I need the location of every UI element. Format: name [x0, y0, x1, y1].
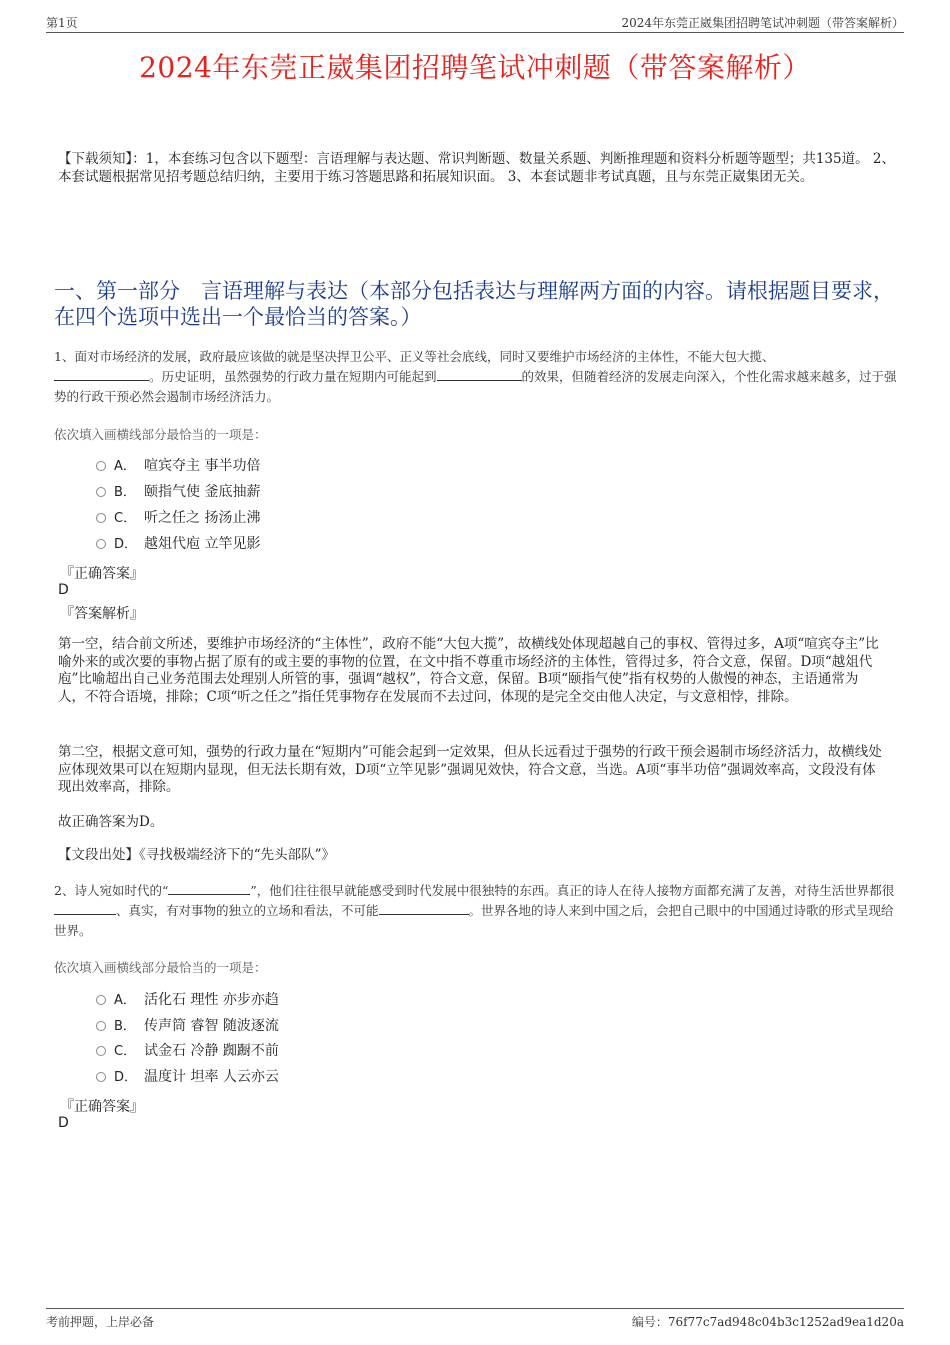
q1-option-a[interactable]: A． 喧宾夺主 事半功倍: [96, 456, 260, 476]
q2-blank-3: [379, 901, 469, 915]
page-title: 2024年东莞正崴集团招聘笔试冲刺题（带答案解析）: [139, 51, 811, 84]
q1-source: 【文段出处】《寻找极端经济下的“先头部队”》: [58, 847, 336, 863]
q2-blank-2: [54, 901, 116, 915]
q1-option-c[interactable]: C． 听之任之 扬汤止沸: [96, 508, 260, 528]
q2-option-c[interactable]: C． 试金石 冷静 踟蹰不前: [96, 1041, 279, 1061]
download-notice: 【下载须知】：1，本套练习包含以下题型：言语理解与表达题、常识判断题、数量关系题、判断推理题和资料分析题等题型；共135道。 2、本套试题根据常见招考题总结归纳，主要用于练习答题思路和拓展知识面。 3、本套试题非考试真题，且与东莞正崴集团无关。: [58, 151, 895, 185]
q2-answer: D: [58, 1115, 69, 1131]
radio-icon[interactable]: [96, 487, 106, 497]
radio-icon[interactable]: [96, 513, 106, 523]
footer-slogan: 考前押题，上岸必备: [46, 1315, 155, 1329]
footer-divider: [46, 1308, 904, 1309]
q2-option-a[interactable]: A． 活化石 理性 亦步亦趋: [96, 990, 279, 1010]
q1-conclusion: 故正确答案为D。: [58, 814, 164, 830]
q1-answer-label: 『正确答案』: [60, 566, 144, 582]
q2-option-d[interactable]: D． 温度计 坦率 人云亦云: [96, 1067, 279, 1087]
radio-icon[interactable]: [96, 461, 106, 471]
q2-option-b[interactable]: B． 传声筒 睿智 随波逐流: [96, 1016, 279, 1036]
header-divider: [46, 32, 904, 33]
question-2-stem: 2、诗人宛如时代的“ ”，他们往往很早就能感受到时代发展中很独特的东西。真正的诗人在待人接物方面都充满了友善，对待生活世界都很、真实，有对事物的独立的立场和看法，不可能 。世界各地的诗人来到中国之后，会把自己眼中的中国通过诗歌的形式呈现给世界。: [54, 883, 895, 938]
q2-answer-label: 『正确答案』: [60, 1099, 144, 1115]
question-1-stem: [54, 347, 899, 407]
radio-icon[interactable]: [96, 995, 106, 1005]
q1-text-1: 1、面对市场经济的发展，政府最应该做的就是坚决捍卫公平、正义等社会底线，同时又要维护市场经济的主体性，不能大包大揽、: [54, 349, 775, 364]
page-number: 第1页: [46, 16, 78, 30]
q1-text-3: 的效果，但随着经济的发展走向深入，个性化需求越来越多，过于强势的行政干预必然会遏制市场经济活力。: [54, 369, 897, 404]
q1-analysis-1: 第一空，结合前文所述，要维护市场经济的“主体性”，政府不能“大包大揽”，故横线处体现超越自己的事权、管得过多，A项“喧宾夺主”比喻外来的或次要的事物占据了原有的或主要的事物的位置，在文中指不尊重市场经济的主体性，管得过多，符合文意，保留。D项“越俎代庖”比喻超出自己业务范围去处理别人所管的事，强调“越权”，符合文意，保留。B项“颐指气使”指有权势的人傲慢的神态，主语通常为人，不符合语境，排除；C项“听之任之”指任凭事物存在发展而不去过问，体现的是完全交由他人决定，与文意相悖，排除。: [58, 636, 879, 705]
q2-blank-1: [168, 881, 250, 895]
q1-blank-1: [54, 367, 149, 381]
q1-option-d[interactable]: D． 越俎代庖 立竿见影: [96, 534, 260, 554]
q1-text-2: 。历史证明，虽然强势的行政力量在短期内可能起到: [149, 369, 437, 384]
q1-prompt: 依次填入画横线部分最恰当的一项是：: [54, 427, 267, 442]
radio-icon[interactable]: [96, 1021, 106, 1031]
q1-answer: D: [58, 582, 69, 598]
q1-analysis-label: 『答案解析』: [60, 606, 144, 622]
radio-icon[interactable]: [96, 1046, 106, 1056]
footer-doc-id: 编号：76f77c7ad948c04b3c1252ad9ea1d20a: [631, 1315, 904, 1329]
q1-analysis-2: 第二空，根据文意可知，强势的行政力量在“短期内”可能会起到一定效果，但从长远看过于强势的行政干预会遏制市场经济活力，故横线处应体现效果可以在短期内显现，但无法长期有效，D项“立竿见影”强调见效快，符合文意，当选。A项“事半功倍”强调效率高，文段没有体现出效率高，排除。: [58, 744, 882, 795]
q2-prompt: 依次填入画横线部分最恰当的一项是：: [54, 960, 267, 975]
radio-icon[interactable]: [96, 1072, 106, 1082]
header-doc-title: 2024年东莞正崴集团招聘笔试冲刺题（带答案解析）: [621, 16, 904, 30]
radio-icon[interactable]: [96, 539, 106, 549]
q1-option-b[interactable]: B． 颐指气使 釜底抽薪: [96, 482, 260, 502]
section-heading: 一、第一部分 言语理解与表达（本部分包括表达与理解两方面的内容。请根据题目要求，在四个选项中选出一个最恰当的答案。）: [54, 279, 894, 329]
q1-blank-2: [437, 367, 522, 381]
